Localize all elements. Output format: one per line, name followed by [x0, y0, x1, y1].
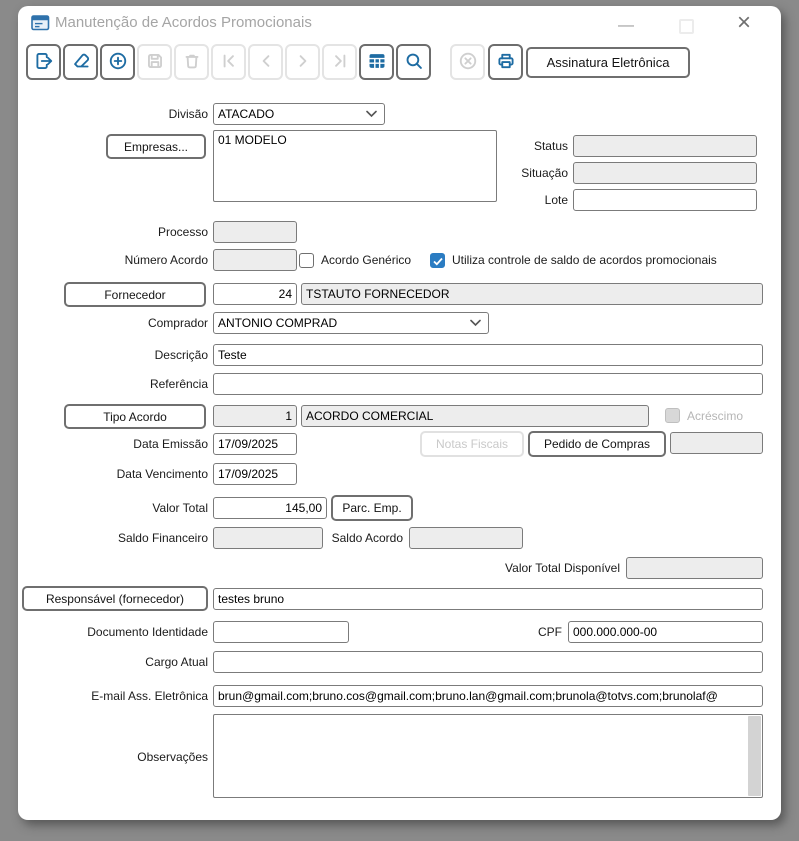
window-icon — [31, 15, 50, 36]
exit-button[interactable] — [26, 44, 61, 80]
previous-record-icon — [255, 50, 277, 75]
utiliza-controle-checkbox[interactable] — [430, 253, 445, 268]
situacao-field — [573, 162, 757, 184]
titlebar[interactable] — [18, 6, 781, 40]
observacoes-label: Observações — [137, 750, 208, 764]
first-record-button — [211, 44, 246, 80]
previous-record-button — [248, 44, 283, 80]
email-ass-eletronica-field[interactable] — [213, 685, 763, 707]
referencia-label: Referência — [149, 377, 208, 391]
last-record-button — [322, 44, 357, 80]
acrescimo-checkbox — [665, 408, 680, 423]
save-button — [137, 44, 172, 80]
comprador-value: ANTONIO COMPRAD — [218, 316, 338, 330]
search-icon — [403, 50, 425, 75]
responsavel-fornecedor-field[interactable] — [213, 588, 763, 610]
grid-view-icon — [366, 50, 388, 75]
window-title: Manutenção de Acordos Promocionais — [55, 14, 312, 31]
valor-total-field[interactable] — [213, 497, 327, 519]
data-vencimento-label: Data Vencimento — [116, 467, 208, 481]
comprador-label: Comprador — [147, 316, 208, 330]
cpf-field[interactable] — [568, 621, 763, 643]
pedido-compras-field — [670, 432, 763, 454]
documento-identidade-label: Documento Identidade — [87, 625, 208, 639]
lote-label: Lote — [544, 193, 568, 207]
close-button[interactable]: × — [737, 9, 752, 36]
first-record-icon — [218, 50, 240, 75]
delete-button — [174, 44, 209, 80]
data-emissao-field[interactable] — [213, 433, 297, 455]
add-record-button[interactable] — [100, 44, 135, 80]
search-button[interactable] — [396, 44, 431, 80]
divisao-select[interactable] — [213, 103, 385, 125]
clear-button[interactable] — [63, 44, 98, 80]
chevron-down-icon — [366, 107, 377, 121]
observacoes-scrollbar[interactable] — [748, 716, 761, 796]
save-icon — [144, 50, 166, 75]
numero-acordo-field — [213, 249, 297, 271]
valor-total-label: Valor Total — [152, 501, 208, 515]
responsavel-fornecedor-button[interactable]: Responsável (fornecedor) — [22, 586, 208, 611]
email-ass-eletronica-label: E-mail Ass. Eletrônica — [91, 689, 208, 703]
assinatura-eletronica-button[interactable]: Assinatura Eletrônica — [526, 47, 690, 78]
comprador-select[interactable] — [213, 312, 489, 334]
processo-field — [213, 221, 297, 243]
data-emissao-label: Data Emissão — [133, 437, 208, 451]
numero-acordo-label: Número Acordo — [124, 253, 208, 267]
data-vencimento-field[interactable] — [213, 463, 297, 485]
exit-icon — [33, 50, 55, 75]
last-record-icon — [329, 50, 351, 75]
cancel-button — [450, 44, 485, 80]
tipo-acordo-code-field — [213, 405, 297, 427]
descricao-label: Descrição — [154, 348, 208, 362]
referencia-field[interactable] — [213, 373, 763, 395]
pedido-compras-button[interactable]: Pedido de Compras — [528, 431, 666, 457]
documento-identidade-field[interactable] — [213, 621, 349, 643]
cargo-atual-label: Cargo Atual — [145, 655, 208, 669]
parc-emp-button[interactable]: Parc. Emp. — [331, 495, 413, 521]
notas-fiscais-button: Notas Fiscais — [420, 431, 524, 457]
cargo-atual-field[interactable] — [213, 651, 763, 673]
print-icon — [495, 50, 517, 75]
fornecedor-code-field[interactable] — [213, 283, 297, 305]
processo-label: Processo — [157, 225, 208, 239]
divisao-label: Divisão — [168, 107, 208, 121]
empresas-listbox[interactable] — [213, 130, 497, 202]
print-button[interactable] — [488, 44, 523, 80]
maximize-button[interactable] — [679, 19, 694, 34]
situacao-label: Situação — [521, 166, 568, 180]
fornecedor-name-field — [301, 283, 763, 305]
next-record-icon — [292, 50, 314, 75]
grid-view-button[interactable] — [359, 44, 394, 80]
fornecedor-button[interactable]: Fornecedor — [64, 282, 206, 307]
empresas-selected-item[interactable]: 01 MODELO — [218, 133, 287, 147]
utiliza-controle-label: Utiliza controle de saldo de acordos promocionais — [452, 253, 717, 267]
empresas-button[interactable]: Empresas... — [106, 134, 206, 159]
acordo-generico-checkbox[interactable] — [299, 253, 314, 268]
eraser-icon — [70, 50, 92, 75]
minimize-button[interactable]: — — [618, 17, 634, 34]
cancel-icon — [457, 50, 479, 75]
saldo-financeiro-field — [213, 527, 323, 549]
acrescimo-label: Acréscimo — [687, 409, 744, 423]
tipo-acordo-name-field — [301, 405, 649, 427]
trash-icon — [181, 50, 203, 75]
status-label: Status — [533, 139, 568, 153]
next-record-button — [285, 44, 320, 80]
divisao-value: ATACADO — [218, 107, 275, 121]
tipo-acordo-button[interactable]: Tipo Acordo — [64, 404, 206, 429]
app-window — [18, 6, 781, 820]
valor-total-disponivel-label: Valor Total Disponível — [505, 561, 620, 575]
acordo-generico-label: Acordo Genérico — [321, 253, 412, 267]
saldo-financeiro-label: Saldo Financeiro — [117, 531, 208, 545]
add-record-icon — [107, 50, 129, 75]
chevron-down-icon — [470, 316, 481, 330]
saldo-acordo-field — [409, 527, 523, 549]
observacoes-textarea[interactable] — [213, 714, 763, 798]
saldo-acordo-label: Saldo Acordo — [331, 531, 403, 545]
descricao-field[interactable] — [213, 344, 763, 366]
cpf-label: CPF — [538, 625, 562, 639]
status-field — [573, 135, 757, 157]
lote-field[interactable] — [573, 189, 757, 211]
valor-total-disponivel-field — [626, 557, 763, 579]
